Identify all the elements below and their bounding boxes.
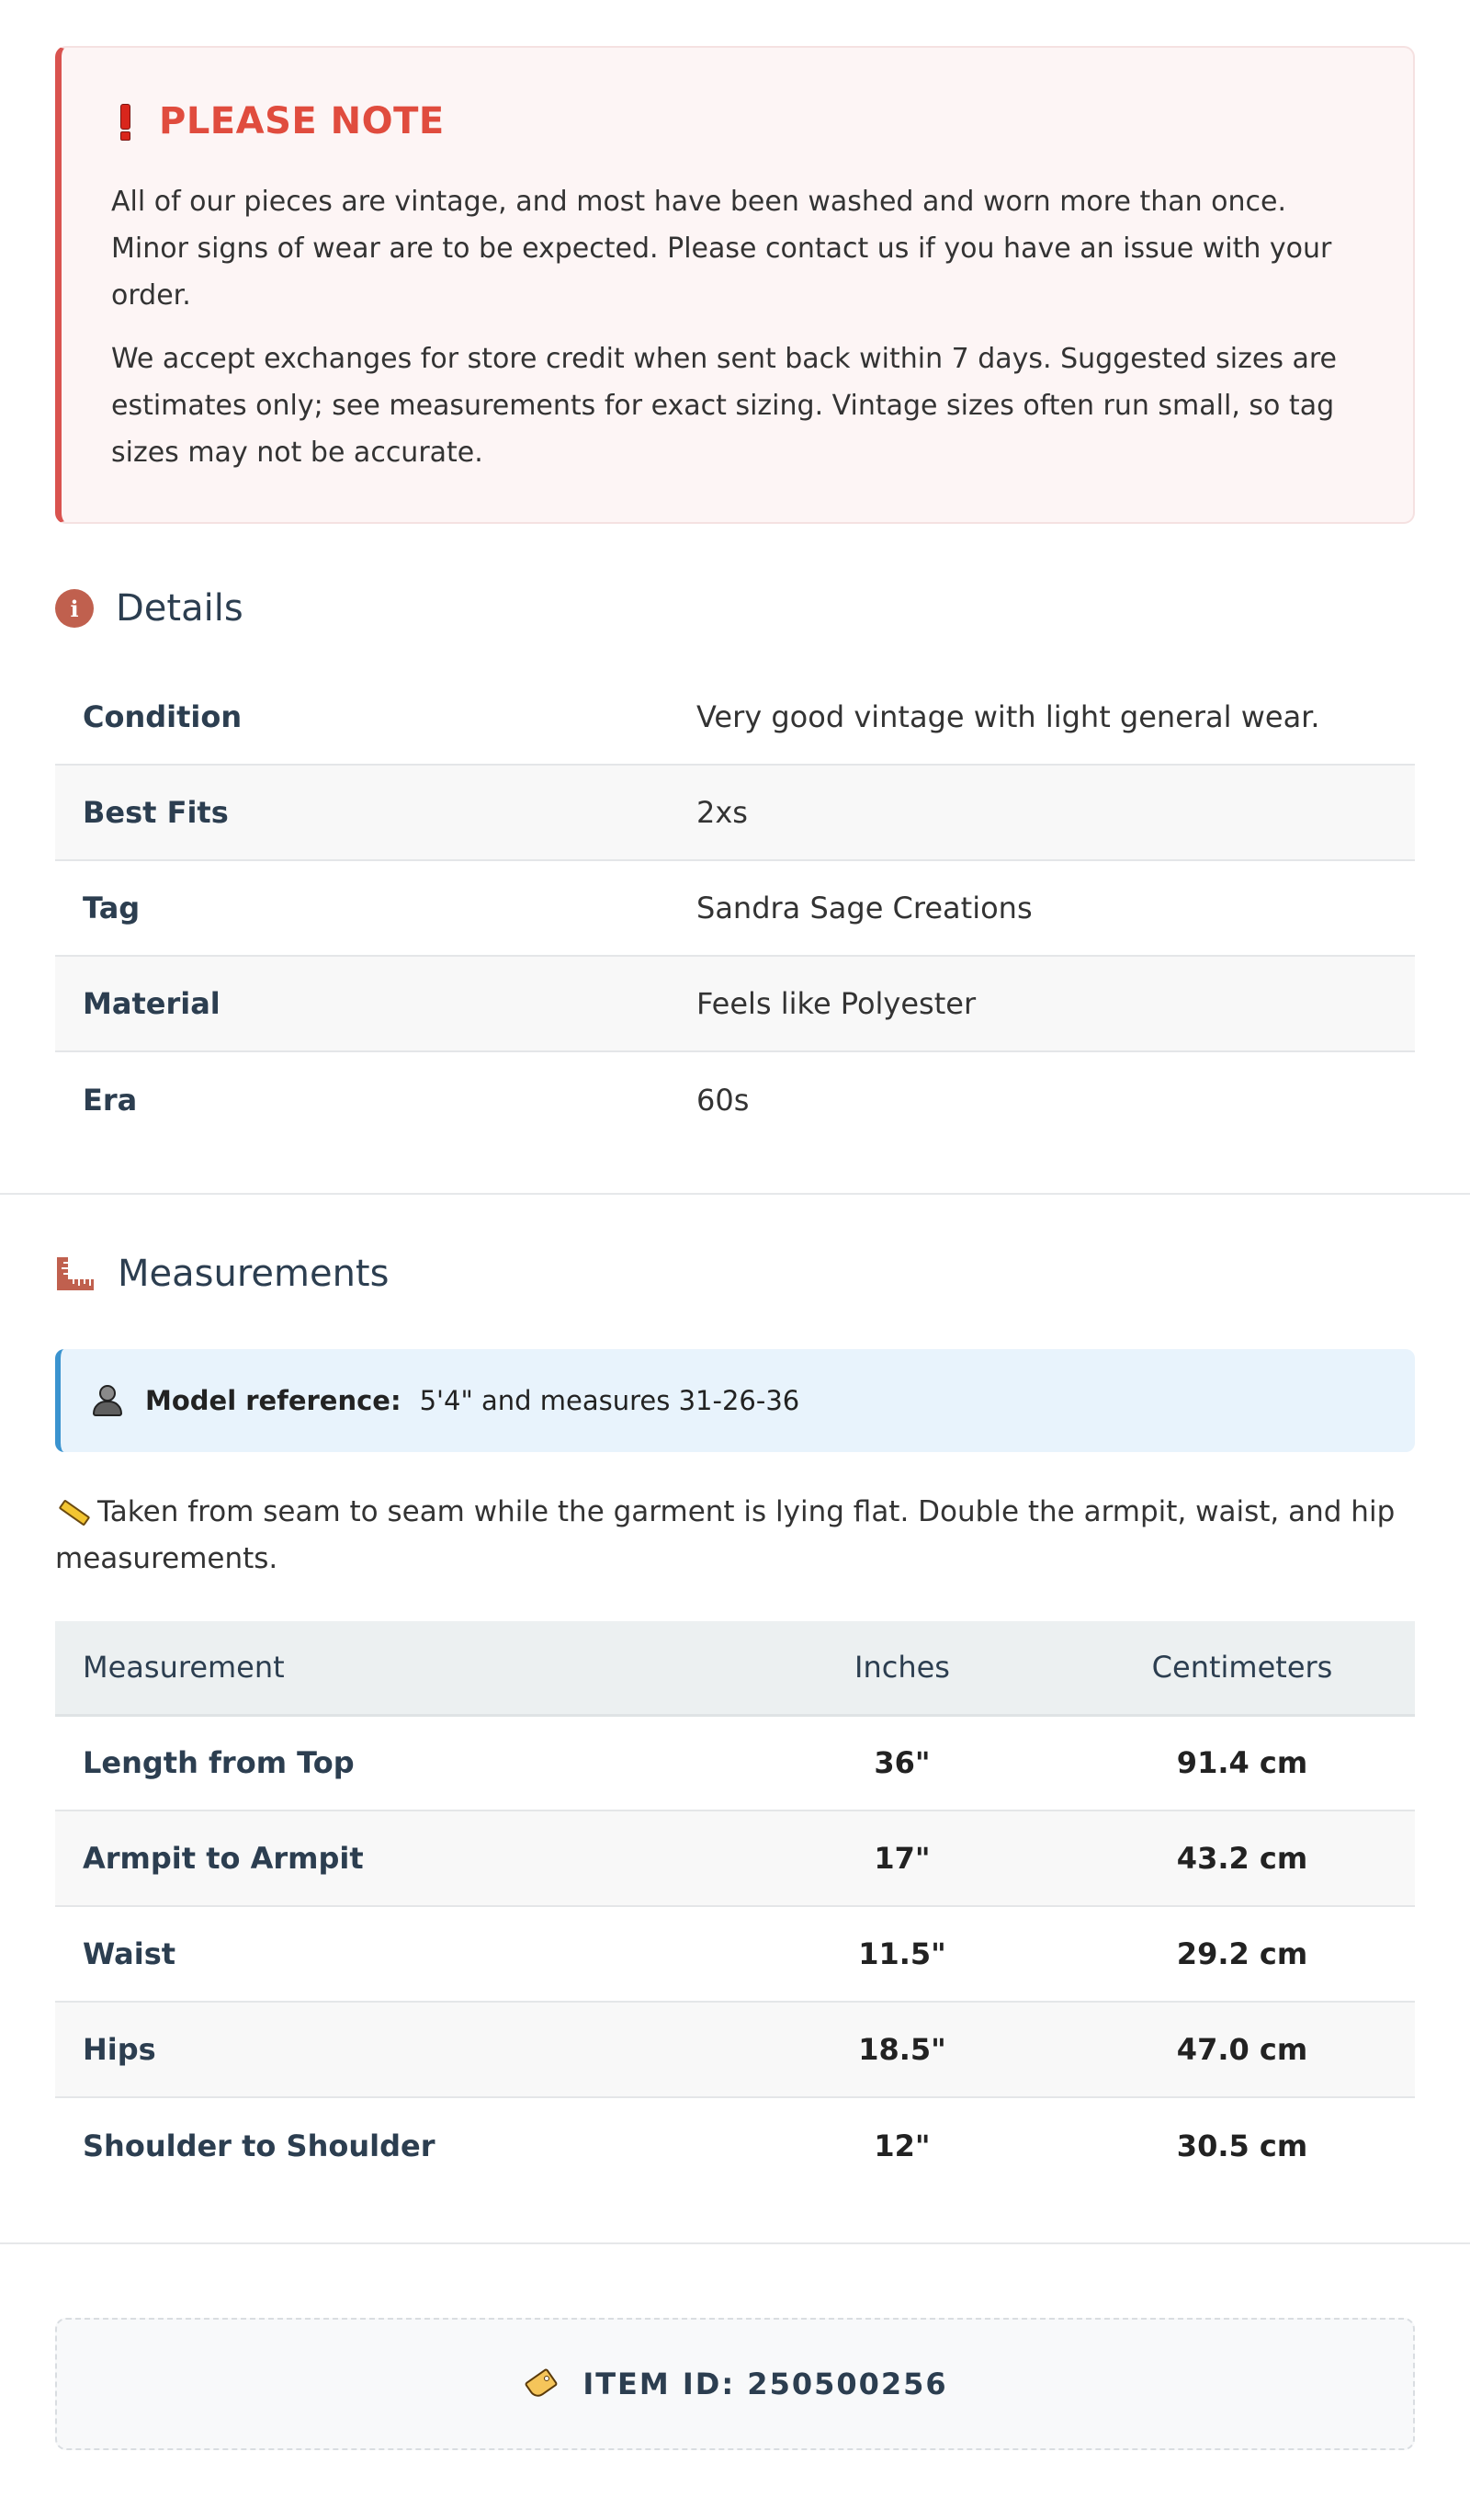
person-icon xyxy=(92,1385,123,1416)
measurements-title: Measurements xyxy=(118,1253,390,1295)
details-title: Details xyxy=(116,587,243,630)
column-header: Inches xyxy=(854,1650,950,1686)
measurements-header xyxy=(55,1246,1415,1301)
notice-paragraph-1: All of our pieces are vintage, and most have been washed and worn more than once. Minor signs of wear are to be expected. Please contact us if you have an issue with your order. xyxy=(111,186,1332,312)
model-reference-label: Model reference: xyxy=(145,1385,401,1416)
table-row xyxy=(55,1051,1415,1147)
table-row xyxy=(55,765,1415,860)
measurement-note-text: Taken from seam to seam while the garment is lying flat. Double the armpit, waist, and hip measurements. xyxy=(55,1495,1396,1575)
section-divider xyxy=(0,1193,1470,1195)
model-reference xyxy=(55,1349,1415,1452)
table-row xyxy=(55,860,1415,956)
measurement-inches: 36" xyxy=(874,1745,931,1781)
info-icon: i xyxy=(55,589,94,628)
ruler-icon xyxy=(55,1255,96,1292)
table-row xyxy=(55,2002,1415,2097)
column-header: Centimeters xyxy=(1151,1650,1333,1686)
measurement-inches: 17" xyxy=(874,1841,931,1876)
detail-key: Era xyxy=(83,1082,138,1118)
table-row xyxy=(55,1811,1415,1906)
measurement-name: Shoulder to Shoulder xyxy=(83,2128,435,2163)
item-id: ITEM ID: 250500256 xyxy=(582,2367,948,2401)
measurement-name: Length from Top xyxy=(83,1745,355,1781)
measurement-inches: 12" xyxy=(874,2128,931,2163)
notice-header xyxy=(111,101,1363,142)
measurement-inches: 11.5" xyxy=(858,1936,946,1971)
detail-value: Feels like Polyester xyxy=(696,986,977,1021)
column-header: Measurement xyxy=(83,1650,285,1686)
notice-paragraph-2: We accept exchanges for store credit when sent back within 7 days. Suggested sizes are estimates only; see measurements for exact sizing. Vintage sizes often run small, so tag sizes may not be accurate. xyxy=(111,343,1338,469)
table-header-row xyxy=(55,1621,1415,1715)
table-row xyxy=(55,1906,1415,2002)
details-table xyxy=(55,669,1415,1147)
notice-title: PLEASE NOTE xyxy=(159,100,445,142)
detail-value: 2xs xyxy=(696,795,748,830)
measurement-cm: 30.5 cm xyxy=(1176,2128,1308,2163)
measurement-inches: 18.5" xyxy=(858,2032,946,2067)
measurement-cm: 29.2 cm xyxy=(1176,1936,1308,1971)
measurement-cm: 91.4 cm xyxy=(1176,1745,1308,1781)
table-row xyxy=(55,669,1415,765)
pencil-icon xyxy=(55,1497,92,1525)
measurement-name: Waist xyxy=(83,1936,176,1971)
measurement-name: Hips xyxy=(83,2032,156,2067)
measurements-table xyxy=(55,1621,1415,2193)
measurement-note xyxy=(55,1489,1415,1583)
detail-value: Very good vintage with light general wear. xyxy=(696,698,1320,734)
measurement-cm: 43.2 cm xyxy=(1176,1841,1308,1876)
section-divider xyxy=(0,2242,1470,2244)
detail-key: Condition xyxy=(83,698,243,734)
detail-key: Material xyxy=(83,986,220,1021)
tag-icon xyxy=(522,2368,559,2400)
item-id-box xyxy=(55,2318,1415,2450)
exclamation-icon xyxy=(119,104,130,139)
details-header xyxy=(55,581,1415,636)
table-row xyxy=(55,2097,1415,2193)
detail-value: 60s xyxy=(696,1082,750,1118)
table-row xyxy=(55,1715,1415,1811)
notice-box xyxy=(55,46,1415,524)
detail-key: Best Fits xyxy=(83,795,229,830)
measurement-name: Armpit to Armpit xyxy=(83,1841,364,1876)
model-reference-value: 5'4" and measures 31-26-36 xyxy=(419,1385,800,1416)
detail-key: Tag xyxy=(83,891,141,925)
measurement-cm: 47.0 cm xyxy=(1176,2032,1308,2067)
table-row xyxy=(55,956,1415,1051)
detail-value: Sandra Sage Creations xyxy=(696,891,1033,925)
